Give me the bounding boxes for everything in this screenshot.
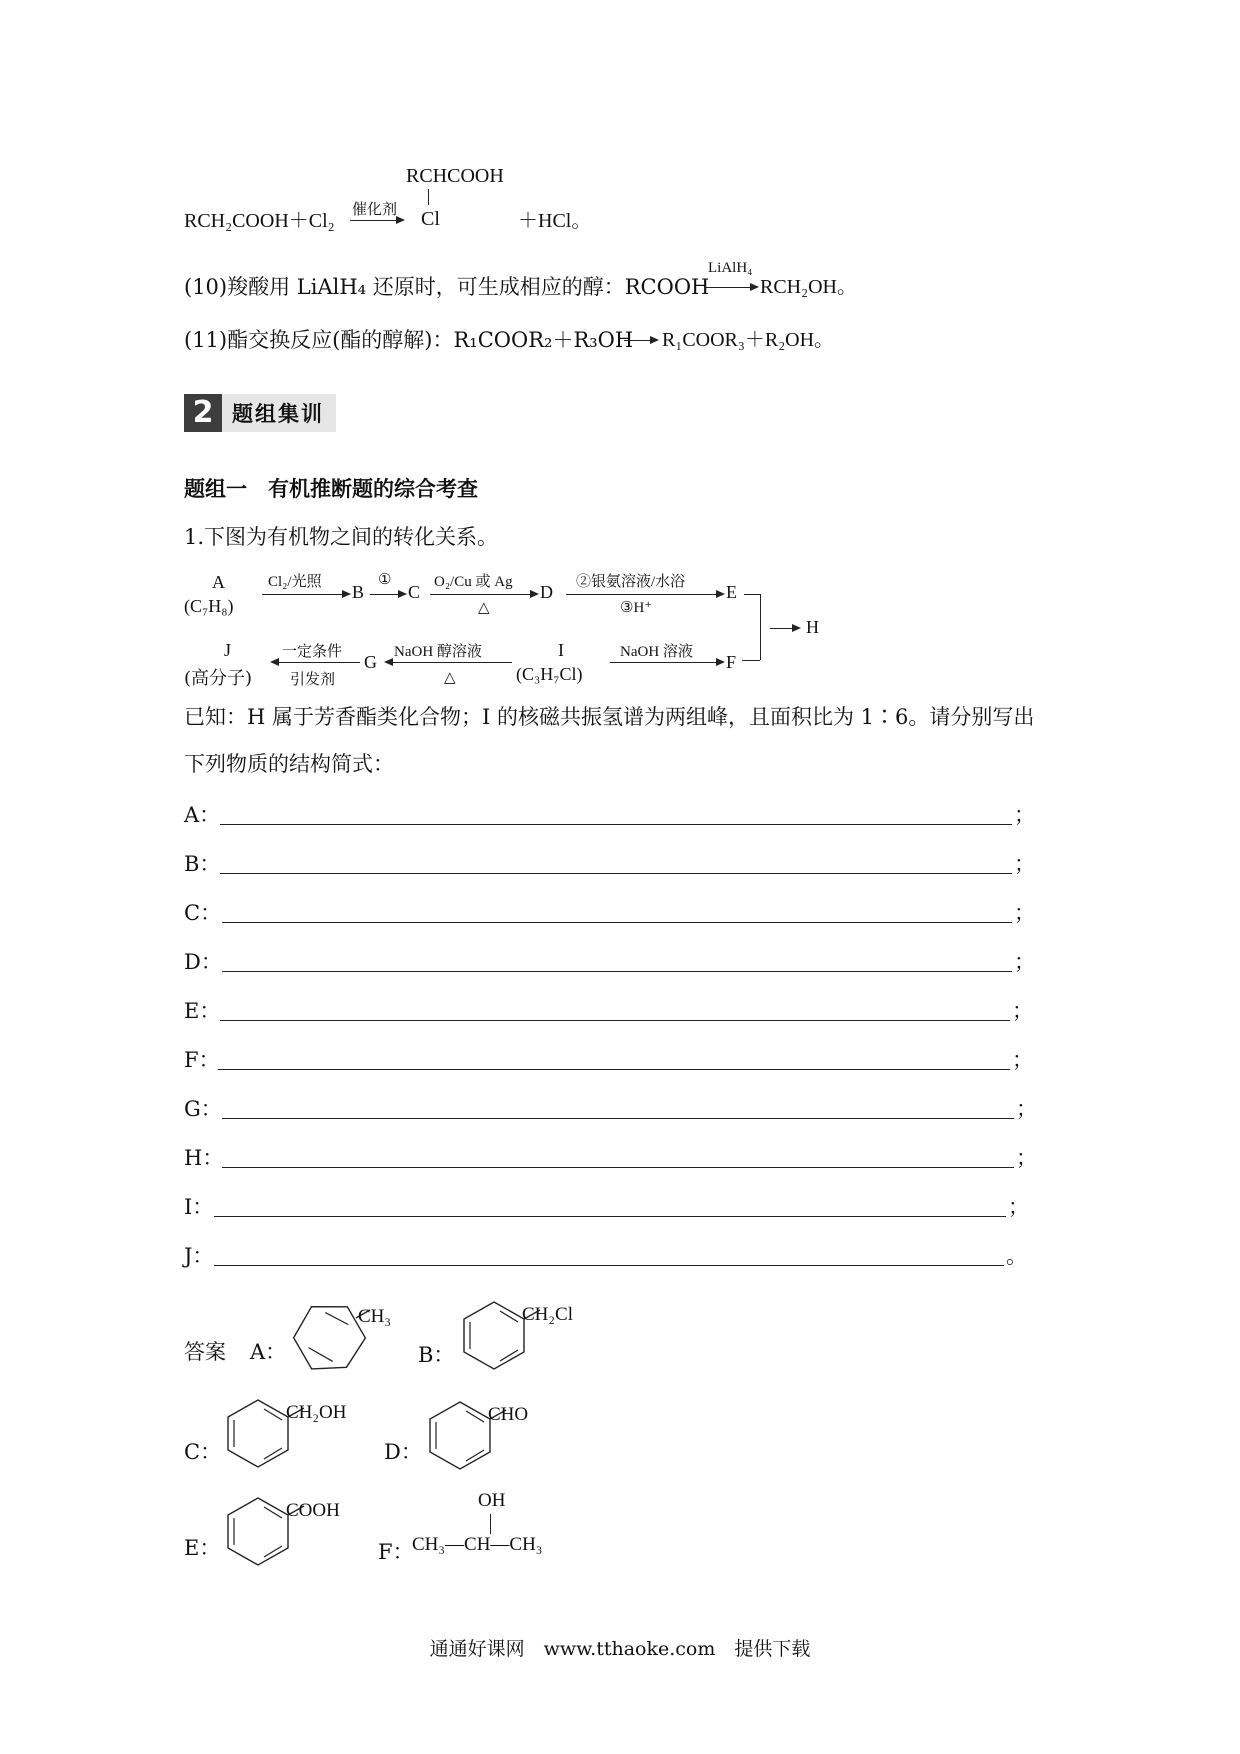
answer-B-substituent: CH₂Cl bbox=[522, 1304, 573, 1325]
section-title: 题组集训 bbox=[232, 402, 324, 426]
arrow3-head bbox=[530, 590, 539, 598]
answer-F-bond bbox=[490, 1514, 491, 1534]
item10-arrow-head bbox=[750, 283, 759, 291]
item10-arrow bbox=[704, 287, 754, 288]
scheme-H: H bbox=[806, 617, 819, 637]
item11-product: R₁COOR₃＋R₂OH。 bbox=[662, 329, 835, 351]
known-line-1: 已知：H 属于芳香酯类化合物；I 的核磁共振氢谱为两组峰，且面积比为 1∶6。请分别写出 bbox=[184, 705, 1035, 729]
reaction-arrow-head bbox=[396, 216, 405, 224]
blank-label-C: C： bbox=[184, 901, 222, 925]
blank-line-A[interactable] bbox=[220, 824, 1012, 825]
arrow6-condition: △ bbox=[444, 670, 456, 686]
answer-D-substituent: CHO bbox=[488, 1404, 529, 1425]
scheme-F: F bbox=[726, 652, 737, 672]
bond-line bbox=[428, 189, 429, 205]
group-title: 题组一 有机推断题的综合考查 bbox=[184, 477, 478, 501]
arrow2-label: ① bbox=[378, 572, 392, 588]
blank-label-G: G： bbox=[184, 1097, 222, 1121]
blank-line-F[interactable] bbox=[218, 1069, 1010, 1070]
answer-F-label: F： bbox=[378, 1540, 414, 1564]
arrow1 bbox=[262, 594, 346, 595]
answer-D-label: D： bbox=[384, 1440, 422, 1464]
arrow7 bbox=[610, 662, 720, 663]
item10-product: RCH₂OH。 bbox=[760, 276, 857, 298]
answer-C-substituent: CH₂OH bbox=[286, 1402, 347, 1423]
blank-end-J: 。 bbox=[1006, 1244, 1027, 1268]
bracket-vertical bbox=[760, 594, 761, 660]
arrow4-condition: ③H⁺ bbox=[620, 600, 653, 616]
answer-C-label: C： bbox=[184, 1440, 222, 1464]
arrow-to-H-head bbox=[792, 624, 801, 632]
product-top: RCHCOOH bbox=[406, 165, 504, 187]
footer: 通通好课网 www.tthaoke.com 提供下载 bbox=[429, 1638, 811, 1660]
item11-arrow-head bbox=[650, 336, 659, 344]
arrow5-condition: 引发剂 bbox=[290, 672, 336, 688]
catalyst-label: 催化剂 bbox=[352, 200, 398, 218]
answer-F-hydroxyl: OH bbox=[478, 1490, 506, 1511]
scheme-A: A bbox=[212, 572, 225, 592]
blank-line-D[interactable] bbox=[222, 971, 1012, 972]
blank-end-H: ； bbox=[1016, 1146, 1037, 1170]
blank-label-F: F： bbox=[184, 1048, 220, 1072]
blank-line-G[interactable] bbox=[222, 1118, 1014, 1119]
arrow5-label: 一定条件 bbox=[282, 644, 343, 660]
arrow4 bbox=[566, 594, 720, 595]
reaction-left: RCH₂COOH＋Cl₂ bbox=[184, 210, 335, 232]
blank-label-H: H： bbox=[184, 1146, 224, 1170]
blank-label-E: E： bbox=[184, 999, 221, 1023]
blank-end-E: ； bbox=[1012, 999, 1033, 1023]
item11-text: (11)酯交换反应(酯的醇解)：R₁COOR₂＋R₃OH bbox=[184, 328, 634, 352]
blank-end-A: ； bbox=[1014, 803, 1035, 827]
scheme-G: G bbox=[364, 652, 377, 672]
section-number: 2 bbox=[184, 394, 222, 432]
arrow4-label: ②银氨溶液/水浴 bbox=[576, 574, 686, 590]
answer-heading: 答案 bbox=[184, 1340, 226, 1364]
blank-line-C[interactable] bbox=[222, 922, 1012, 923]
answer-B-label: B： bbox=[418, 1343, 455, 1367]
blank-line-E[interactable] bbox=[220, 1020, 1010, 1021]
arrow3-condition: △ bbox=[478, 600, 490, 616]
scheme-A-formula: (C₇H₈) bbox=[184, 596, 234, 616]
scheme-B: B bbox=[352, 582, 365, 602]
blank-end-I: ； bbox=[1008, 1195, 1029, 1219]
item10-reagent: LiAlH₄ bbox=[708, 260, 753, 276]
known-line-2: 下列物质的结构简式： bbox=[184, 752, 394, 776]
blank-line-I[interactable] bbox=[214, 1216, 1006, 1217]
scheme-I: I bbox=[558, 640, 564, 660]
blank-end-B: ； bbox=[1014, 852, 1035, 876]
blank-line-H[interactable] bbox=[222, 1167, 1014, 1168]
answer-F-chain: CH₃—CH—CH₃ bbox=[412, 1534, 543, 1555]
arrow1-head bbox=[342, 590, 351, 598]
arrow2-head bbox=[398, 590, 407, 598]
blank-label-I: I： bbox=[184, 1195, 214, 1219]
arrow3 bbox=[430, 594, 534, 595]
blank-end-C: ； bbox=[1014, 901, 1035, 925]
answer-E-substituent: COOH bbox=[286, 1500, 340, 1521]
blank-end-G: ； bbox=[1016, 1097, 1037, 1121]
arrow1-label: Cl₂/光照 bbox=[268, 574, 322, 590]
arrow7-label: NaOH 溶液 bbox=[620, 644, 693, 660]
scheme-E: E bbox=[726, 582, 737, 602]
blank-label-B: B： bbox=[184, 852, 221, 876]
reaction-arrow bbox=[350, 220, 400, 221]
scheme-J: J bbox=[224, 640, 232, 660]
arrow4-head bbox=[716, 590, 725, 598]
bracket-top bbox=[744, 594, 760, 595]
arrow7-head bbox=[716, 658, 725, 666]
product-bottom: Cl bbox=[421, 208, 440, 230]
answer-A-substituent: CH₃ bbox=[358, 1306, 392, 1327]
scheme-I-formula: (C₃H₇Cl) bbox=[516, 664, 583, 684]
question-1: 1.下图为有机物之间的转化关系。 bbox=[184, 525, 499, 549]
blank-line-J[interactable] bbox=[214, 1265, 1004, 1266]
arrow5 bbox=[276, 662, 360, 663]
arrow3-label: O₂/Cu 或 Ag bbox=[434, 574, 513, 590]
bracket-bottom bbox=[742, 660, 760, 661]
answer-E-label: E： bbox=[184, 1536, 221, 1560]
scheme-J-formula: (高分子) bbox=[184, 668, 253, 689]
blank-label-A: A： bbox=[184, 803, 221, 827]
blank-end-F: ； bbox=[1012, 1048, 1033, 1072]
blank-label-D: D： bbox=[184, 950, 222, 974]
arrow6-label: NaOH 醇溶液 bbox=[394, 644, 482, 660]
blank-end-D: ； bbox=[1014, 950, 1035, 974]
blank-label-J: J： bbox=[184, 1244, 214, 1268]
arrow6 bbox=[390, 662, 512, 663]
answer-A-label: A： bbox=[250, 1340, 287, 1364]
scheme-D: D bbox=[540, 582, 553, 602]
blank-line-B[interactable] bbox=[220, 873, 1012, 874]
item10-text: (10)羧酸用 LiAlH₄ 还原时，可生成相应的醇：RCOOH bbox=[184, 275, 710, 299]
reaction-right: ＋HCl。 bbox=[518, 210, 592, 232]
scheme-C: C bbox=[408, 582, 421, 602]
